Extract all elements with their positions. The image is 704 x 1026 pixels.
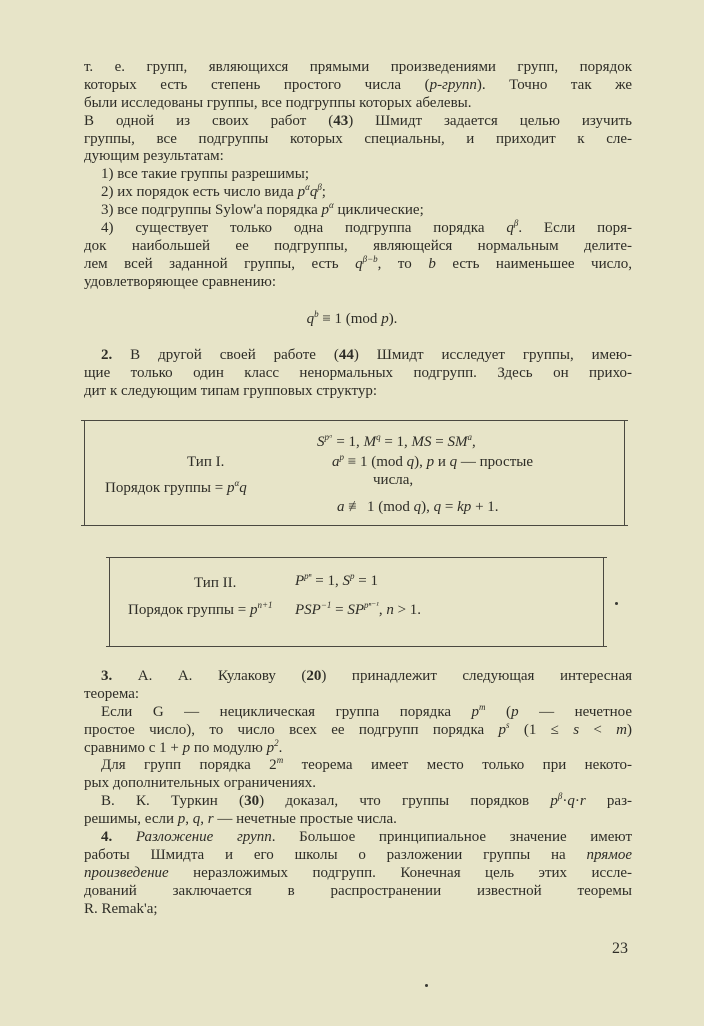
- text-run: — нечетные простые числа.: [213, 811, 397, 828]
- italic-text: p: [426, 454, 435, 470]
- italic-text: SP: [347, 602, 365, 618]
- text-run: ;: [321, 184, 326, 201]
- italic-text: b: [428, 255, 436, 272]
- italic-text: r: [579, 793, 586, 810]
- text-run: .: [278, 739, 283, 756]
- italic-text: p: [511, 703, 519, 720]
- text-line: [84, 719, 632, 740]
- paragraph-3-4: [84, 668, 632, 918]
- text-run: ,: [472, 434, 476, 450]
- italic-text: q: [567, 793, 575, 810]
- text-line: [84, 757, 632, 775]
- text-line: [84, 59, 632, 77]
- paragraph-intro: [84, 59, 632, 292]
- text-line: [84, 847, 632, 865]
- superscript: m: [276, 755, 284, 766]
- text-line: [84, 95, 632, 113]
- type-2-label: [194, 574, 236, 592]
- text-line: [84, 883, 632, 901]
- superscript: β: [317, 182, 322, 193]
- text-line: [84, 668, 632, 686]
- print-speck: [425, 984, 428, 987]
- superscript: β: [557, 791, 563, 802]
- text-run: работы Шмидта и его школы о разложении группы на: [84, 846, 587, 863]
- text-run: щие только один класс ненормальных подгрупп. Здесь он прихо-: [84, 364, 632, 381]
- superscript: n+1: [257, 600, 273, 610]
- superscript: pᵅ: [324, 432, 333, 442]
- text-line: [84, 77, 632, 95]
- italic-text: a: [337, 499, 345, 515]
- bold-text: 44: [338, 347, 354, 363]
- type-1-relation: [317, 433, 476, 451]
- superscript: pⁿ⁻¹: [364, 600, 379, 610]
- bold-text: 30: [244, 793, 260, 810]
- text-line: [84, 347, 632, 365]
- superscript: a: [467, 432, 472, 442]
- text-run: ) Шмидт задается целью изучить: [348, 112, 632, 129]
- text-run: неразложимых подгрупп. Конечная цель этих иссле-: [168, 864, 632, 881]
- text-line: [84, 220, 632, 238]
- text-run: т. е. групп, являющихся прямыми произведениями групп, порядок: [84, 59, 632, 75]
- text-run: есть наименьшее число,: [435, 255, 632, 272]
- text-run: рых дополнительных ограничениях.: [84, 775, 316, 792]
- text-run: ≡ 1 (mod: [318, 311, 382, 327]
- italic-text: P: [295, 573, 305, 589]
- type-2-box: [109, 557, 604, 647]
- text-line: [84, 811, 632, 829]
- italic-text: p: [550, 793, 558, 810]
- text-run: =: [331, 602, 348, 618]
- italic-text: q: [413, 499, 422, 515]
- text-run: удовлетворяющее сравнению:: [84, 273, 276, 290]
- italic-text: n: [386, 602, 394, 618]
- italic-text: p: [321, 202, 330, 219]
- text-line: [84, 775, 632, 793]
- text-run: > 1.: [393, 602, 422, 618]
- italic-text: S: [342, 573, 350, 589]
- text-run: Тип I.: [187, 454, 225, 470]
- text-run: ). Точно так же: [476, 76, 632, 93]
- text-run: (1 ≤: [509, 721, 574, 738]
- text-line: [84, 686, 632, 704]
- text-run: теорема:: [84, 685, 140, 702]
- text-run: + 1.: [471, 499, 499, 515]
- type-2-order: [128, 601, 273, 619]
- text-run: по модулю: [190, 739, 267, 756]
- paragraph-2: [84, 347, 632, 401]
- text-run: ) принадлежит следующая интересная: [321, 668, 633, 684]
- italic-text: r: [207, 811, 214, 828]
- text-line: [84, 184, 632, 202]
- text-run: . Большое принципиальное значение имеют: [271, 829, 632, 846]
- text-line: [84, 901, 632, 919]
- print-speck: [615, 602, 618, 605]
- text-run: Если G — нециклическая группа порядка: [101, 703, 472, 720]
- italic-text: p: [266, 739, 275, 756]
- text-line: [84, 383, 632, 401]
- italic-text: Разложение групп: [135, 829, 272, 846]
- text-run: ·: [562, 793, 568, 810]
- type-1-relation: [337, 498, 499, 516]
- italic-text: m: [616, 721, 627, 738]
- text-run: 3) все подгруппы Sylow'a порядка: [101, 202, 322, 219]
- italic-text: q: [306, 311, 315, 327]
- italic-text: p: [297, 184, 306, 201]
- text-run: R. Remak'a;: [84, 900, 158, 917]
- italic-text: q: [406, 454, 415, 470]
- italic-text: q: [192, 811, 201, 828]
- italic-text: прямое: [586, 846, 632, 863]
- italic-text: p: [381, 311, 389, 327]
- italic-text: q: [239, 480, 247, 496]
- text-run: . Если поря-: [518, 220, 632, 237]
- text-line: [84, 274, 632, 292]
- type-1-label: [187, 453, 224, 471]
- italic-text: p: [182, 739, 191, 756]
- text-run: <: [579, 721, 617, 738]
- superscript: q: [376, 432, 381, 442]
- text-run: ),: [421, 499, 434, 515]
- italic-text: SM: [447, 434, 468, 450]
- text-line: [84, 202, 632, 220]
- text-run: были исследованы группы, все подгруппы которых абелевы.: [84, 94, 472, 111]
- text-run: дующим результатам:: [84, 148, 224, 165]
- text-run: А. А. Кулакову (: [112, 668, 307, 684]
- text-run: группы, все подгруппы которых специальны, и приходит к сле-: [84, 130, 632, 147]
- text-run: =: [441, 499, 458, 515]
- text-line: [84, 148, 632, 166]
- superscript: α: [234, 478, 240, 488]
- text-line: [84, 131, 632, 149]
- congruence-formula: [0, 311, 704, 328]
- text-run: сравнимо с 1 +: [84, 739, 183, 756]
- text-run: Для групп порядка 2: [101, 757, 277, 774]
- superscript: α: [329, 200, 334, 211]
- superscript: s: [505, 719, 510, 730]
- text-run: и: [434, 454, 450, 470]
- superscript: α: [305, 182, 310, 193]
- type-2-relation: [295, 572, 378, 590]
- text-run: ,: [185, 811, 193, 828]
- text-run: дований заключается в распространении известной теоремы: [84, 882, 632, 899]
- italic-text: p: [471, 703, 480, 720]
- text-line: [84, 365, 632, 383]
- text-run: числа,: [373, 472, 414, 488]
- text-run: док наибольшей ее подгруппы, являющейся нормальным делите-: [84, 237, 632, 254]
- text-run: , то: [377, 255, 429, 272]
- type-1-relation: [332, 453, 533, 471]
- text-run: ,: [200, 811, 208, 828]
- text-run: решимы, если: [84, 811, 178, 828]
- superscript: pⁿ: [304, 571, 312, 581]
- text-run: В одной из своих работ (: [84, 112, 334, 129]
- text-run: простое число), то число всех ее подгрупп порядка: [84, 721, 499, 738]
- italic-text: s: [573, 721, 580, 738]
- bold-text: 2.: [101, 347, 113, 363]
- text-run: которых есть степень простого числа (: [84, 76, 430, 93]
- type-1-box: [84, 420, 625, 526]
- text-run: (: [485, 703, 512, 720]
- italic-text: p: [177, 811, 186, 828]
- italic-text: q: [355, 255, 363, 272]
- text-run: ≢ 1 (mod: [344, 499, 414, 515]
- italic-text: q: [449, 454, 458, 470]
- italic-text: PSP: [295, 602, 321, 618]
- text-line: [84, 865, 632, 883]
- text-line: [84, 238, 632, 256]
- italic-text: S: [317, 434, 325, 450]
- text-run: =: [431, 434, 448, 450]
- bold-text: 4.: [101, 829, 113, 846]
- bold-text: 3.: [101, 668, 113, 684]
- bold-text: 43: [333, 112, 349, 129]
- type-1-relation: [373, 471, 413, 489]
- text-run: = 1,: [311, 573, 343, 589]
- italic-text: p: [498, 721, 506, 738]
- italic-text: a: [332, 454, 340, 470]
- text-run: ,: [378, 602, 387, 618]
- superscript: β−b: [362, 253, 378, 264]
- text-run: Порядок группы =: [105, 480, 227, 496]
- text-run: ) доказал, что группы порядков: [259, 793, 551, 810]
- text-run: ).: [388, 311, 398, 327]
- type-1-order: [105, 479, 247, 497]
- italic-text: p: [249, 602, 258, 618]
- text-run: ·: [574, 793, 580, 810]
- superscript: b: [314, 309, 319, 319]
- text-run: — простые: [457, 454, 534, 470]
- text-run: циклические;: [333, 202, 424, 219]
- text-line: [84, 253, 632, 274]
- text-line: [84, 701, 633, 722]
- superscript: β: [513, 218, 519, 229]
- italic-text: p-групп: [429, 76, 477, 93]
- text-run: [112, 829, 136, 845]
- text-run: теорема имеет место только при некото-: [283, 757, 633, 774]
- text-run: В. К. Туркин (: [101, 793, 245, 810]
- text-run: = 1,: [332, 434, 364, 450]
- superscript: −1: [320, 600, 332, 610]
- text-run: дит к следующим типам групповых структур:: [84, 382, 378, 399]
- text-run: = 1,: [380, 434, 412, 450]
- text-line: [84, 737, 632, 758]
- italic-text: p: [226, 480, 235, 496]
- text-run: Тип II.: [194, 575, 237, 591]
- italic-text: q: [433, 499, 442, 515]
- text-line: [84, 829, 632, 847]
- bold-text: 20: [306, 668, 322, 684]
- italic-text: kp: [457, 499, 472, 515]
- text-run: В другой своей работе (: [112, 347, 339, 363]
- superscript: p: [339, 452, 344, 462]
- text-run: ): [627, 721, 632, 738]
- text-line: [84, 166, 632, 184]
- text-run: лем всей заданной группы, есть: [84, 255, 356, 272]
- text-line: [84, 793, 632, 811]
- text-run: 4) существует только одна подгруппа порядка: [101, 220, 507, 237]
- italic-text: q: [309, 184, 318, 201]
- superscript: p: [349, 571, 355, 581]
- text-run: = 1: [354, 573, 378, 589]
- text-run: Порядок группы =: [128, 602, 250, 618]
- superscript: m: [479, 701, 486, 712]
- type-2-relation: [295, 601, 421, 619]
- text-run: ) Шмидт исследует группы, имею-: [353, 347, 632, 363]
- text-run: раз-: [585, 793, 633, 810]
- text-run: ≡ 1 (mod: [344, 454, 407, 470]
- italic-text: q: [506, 220, 514, 237]
- text-run: 2) их порядок есть число вида: [101, 184, 298, 201]
- superscript: 2: [274, 737, 279, 748]
- text-run: — нечетное: [518, 703, 633, 720]
- page-number: 23: [612, 940, 628, 957]
- italic-text: MS: [411, 434, 432, 450]
- italic-text: M: [363, 434, 377, 450]
- text-run: ),: [414, 454, 427, 470]
- text-run: 1) все такие группы разрешимы;: [101, 166, 310, 183]
- text-line: [84, 113, 632, 131]
- italic-text: произведение: [84, 864, 169, 881]
